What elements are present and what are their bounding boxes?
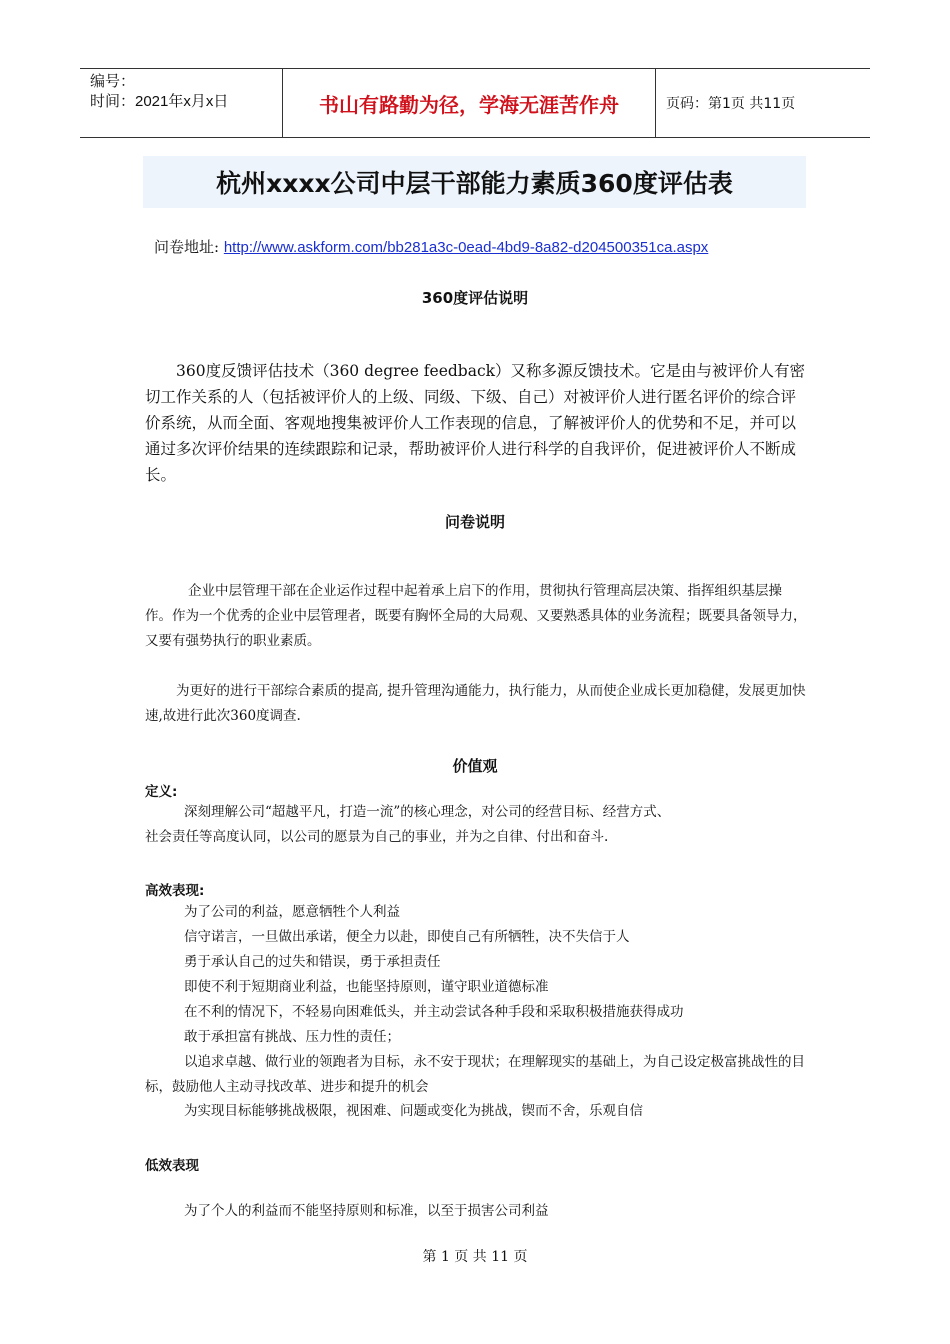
ineffective-label: 低效表现 bbox=[145, 1158, 199, 1174]
header-motto-cell bbox=[282, 69, 656, 137]
time-label: 时间：2021年x月x日 bbox=[90, 93, 229, 110]
effective-item: 以追求卓越、做行业的领跑者为目标，永不安于现状；在理解现实的基础上，为自己设定极富挑战性的目标，鼓励他人主动寻找改革、进步和提升的机会 bbox=[145, 1054, 805, 1095]
definition-line-2: 社会责任等高度认同，以公司的愿景为自己的事业，并为之自律、付出和奋斗. bbox=[145, 829, 609, 845]
effective-item: 即使不利于短期商业利益，也能坚持原则，谨守职业道德标准 bbox=[184, 979, 549, 995]
survey-label: 问卷地址: bbox=[154, 238, 224, 256]
definition-label: 定义: bbox=[145, 784, 178, 800]
survey-link[interactable]: http://www.askform.com/bb281a3c-0ead-4bd9-8a82-d204500351ca.aspx bbox=[223, 239, 709, 256]
document-title-box bbox=[143, 156, 806, 208]
document-title: 杭州xxxx公司中层干部能力素质360度评估表 bbox=[216, 169, 733, 198]
header-meta bbox=[80, 69, 282, 137]
survey-address bbox=[154, 236, 708, 257]
number-label: 编号： bbox=[90, 73, 136, 90]
questionnaire-paragraph-1: 企业中层管理干部在企业运作过程中起着承上启下的作用，贯彻执行管理高层决策、指挥组织基层操作。作为一个优秀的企业中层管理者，既要有胸怀全局的大局观、又要熟悉具体的业务流程；既要具备领导力，又要有强势执行的职业素质。 bbox=[145, 583, 807, 649]
effective-item: 在不利的情况下，不轻易向困难低头，并主动尝试各种手段和采取积极措施获得成功 bbox=[184, 1004, 684, 1020]
values-heading: 价值观 bbox=[452, 757, 498, 775]
definition-line-1: 深刻理解公司“超越平凡，打造一流”的核心理念，对公司的经营目标、经营方式、 bbox=[184, 804, 671, 820]
effective-item: 信守诺言，一旦做出承诺，便全力以赴，即使自己有所牺牲，决不失信于人 bbox=[184, 929, 630, 945]
header-table bbox=[80, 68, 870, 138]
effective-label: 高效表现: bbox=[145, 883, 205, 899]
page-footer: 第 1 页 共 11 页 bbox=[422, 1249, 528, 1265]
effective-item: 敢于承担富有挑战、压力性的责任； bbox=[184, 1029, 400, 1045]
questionnaire-paragraph-2: 为更好的进行干部综合素质的提高, 提升管理沟通能力，执行能力，从而使企业成长更加稳健，发展更加快速,故进行此次360度调查. bbox=[145, 683, 806, 724]
header-page-info: 页码：第1页 共11页 bbox=[666, 96, 796, 112]
header-motto: 书山有路勤为径，学海无涯苦作舟 bbox=[319, 92, 619, 117]
ineffective-item: 为了个人的利益而不能坚持原则和标准，以至于损害公司利益 bbox=[184, 1203, 549, 1219]
intro-paragraph: 360度反馈评估技术（360 degree feedback）又称多源反馈技术。它是由与被评价人有密切工作关系的人（包括被评价人的上级、同级、下级、自己）对被评价人进行匿名评价的综合评价系统，从而全面、客观地搜集被评价人工作表现的信息，了解被评价人的优势和不足，并可以通过多次评价结果的连续跟踪和记录，帮助被评价人进行科学的自我评价，促进被评价人不断成长。 bbox=[145, 362, 806, 484]
questionnaire-heading: 问卷说明 bbox=[444, 513, 505, 531]
effective-item: 为实现目标能够挑战极限，视困难、问题或变化为挑战，锲而不舍，乐观自信 bbox=[184, 1103, 643, 1119]
effective-item: 勇于承认自己的过失和错误，勇于承担责任 bbox=[184, 954, 441, 970]
intro-heading: 360度评估说明 bbox=[421, 289, 529, 307]
effective-item: 为了公司的利益，愿意牺牲个人利益 bbox=[184, 904, 400, 920]
